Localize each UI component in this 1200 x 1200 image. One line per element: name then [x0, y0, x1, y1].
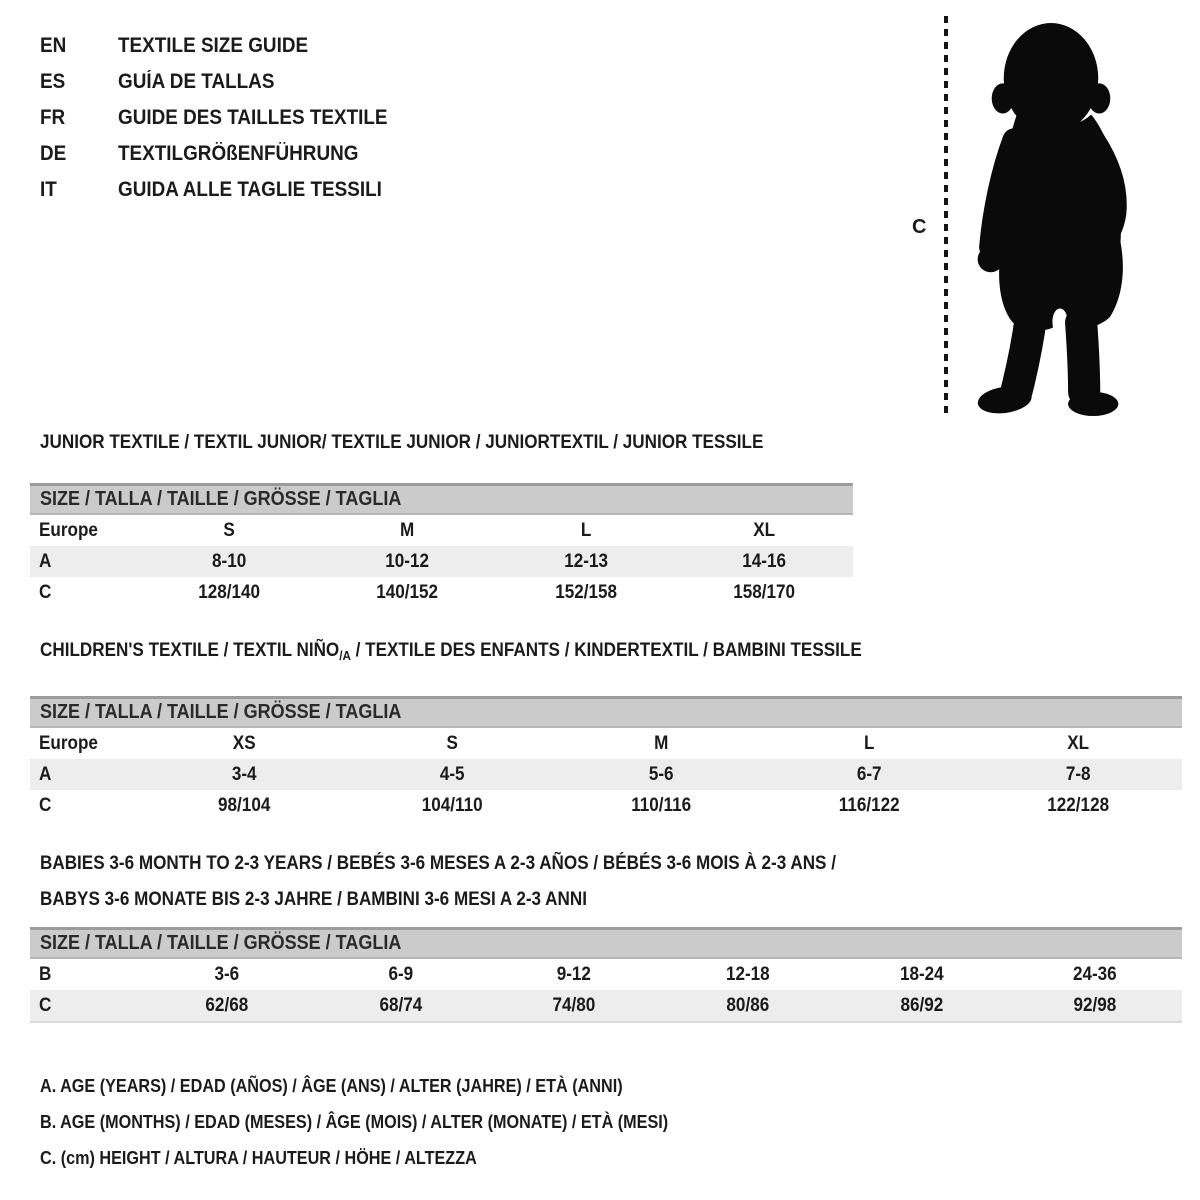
size-header-bar [30, 483, 853, 515]
height-cell: 122/128 [1046, 794, 1109, 816]
toddler-silhouette-image [962, 16, 1144, 418]
lang-code-es: ES [40, 70, 66, 93]
height-cell: 110/116 [631, 794, 691, 816]
size-cell: M [653, 732, 669, 754]
table-row-age-months [30, 959, 1182, 990]
lang-label-en: TEXTILE SIZE GUIDE [118, 34, 309, 57]
age-cell: 3-6 [214, 963, 240, 985]
babies-textile-table [30, 846, 1182, 1023]
height-cell: 98/104 [218, 794, 271, 816]
age-cell: 9-12 [557, 963, 592, 985]
age-cell: 24-36 [1073, 963, 1118, 985]
size-cell: XL [752, 519, 775, 541]
children-textile-table [30, 640, 1182, 821]
footnote-age-years: A. AGE (YEARS) / EDAD (AÑOS) / ÂGE (ANS) / ALTER (JAHRE) / ETÀ (ANNI) [40, 1076, 623, 1096]
height-cell: 158/170 [732, 581, 795, 603]
height-cell: 74/80 [552, 994, 596, 1016]
height-marker-line [944, 16, 948, 416]
age-cell: 6-7 [857, 763, 882, 785]
lang-label-fr: GUIDE DES TAILLES TEXTILE [118, 106, 388, 129]
height-cell: 68/74 [379, 994, 422, 1016]
age-cell: 4-5 [440, 763, 465, 785]
lang-row-fr [40, 100, 417, 136]
table-row-height [30, 990, 1182, 1023]
lang-row-de [40, 136, 417, 172]
lang-label-de: TEXTILGRÖßENFÜHRUNG [118, 142, 359, 165]
age-cell: 3-4 [231, 763, 257, 785]
babies-table-title-line1: BABIES 3-6 MONTH TO 2-3 YEARS / BEBÉS 3-6 MESES A 2-3 AÑOS / BÉBÉS 3-6 MOIS À 2-3 ANS / [40, 853, 836, 874]
size-cell: S [446, 732, 459, 754]
lang-row-es [40, 64, 417, 100]
age-cell: 12-13 [563, 550, 608, 572]
size-cell: M [400, 519, 415, 541]
lang-row-it [40, 172, 417, 208]
age-cell: 18-24 [899, 963, 944, 985]
height-cell: 86/92 [900, 994, 943, 1016]
height-cell: 128/140 [198, 581, 261, 603]
babies-table-title-line2: BABYS 3-6 MONATE BIS 2-3 JAHRE / BAMBINI 3-6 MESI A 2-3 ANNI [40, 889, 587, 910]
size-cell: L [580, 519, 591, 541]
age-cell: 5-6 [648, 763, 674, 785]
lang-row-en [40, 28, 417, 64]
row-label: B [39, 963, 52, 985]
height-cell: 116/122 [838, 794, 900, 816]
size-cell: L [864, 732, 875, 754]
children-table-title: CHILDREN'S TEXTILE / TEXTIL $NIÑO_{/A}$ / TEXTILE DES ENFANTS / KINDERTEXTIL / BAMBINI TESSILE [40, 640, 862, 663]
language-header [40, 28, 417, 208]
table-row-age [30, 759, 1182, 790]
footnotes [40, 1068, 738, 1176]
size-header-bar [30, 696, 1182, 728]
row-label: Europe [39, 519, 98, 541]
height-cell: 80/86 [726, 994, 770, 1016]
lang-code-fr: FR [40, 106, 66, 129]
lang-code-de: DE [40, 142, 67, 165]
height-cell: 92/98 [1073, 994, 1117, 1016]
height-marker-label: C [912, 216, 927, 238]
lang-code-en: EN [40, 34, 67, 57]
size-cell: S [223, 519, 235, 541]
height-cell: 140/152 [376, 581, 439, 603]
nino-a-subscript: /A [339, 648, 351, 663]
table-row-height [30, 577, 853, 608]
junior-textile-table [30, 432, 853, 608]
height-cell: 104/110 [422, 794, 484, 816]
lang-label-it: GUIDA ALLE TAGLIE TESSILI [118, 178, 382, 201]
table-row-europe [30, 728, 1182, 759]
footnote-height-cm: C. (cm) HEIGHT / ALTURA / HAUTEUR / HÖHE / ALTEZZA [40, 1148, 477, 1168]
age-cell: 12-18 [725, 963, 770, 985]
age-cell: 8-10 [212, 550, 247, 572]
row-label: C [39, 994, 52, 1016]
table-row-europe [30, 515, 853, 546]
size-header-label: SIZE / TALLA / TAILLE / GRÖSSE / TAGLIA [40, 488, 402, 510]
size-header-label: SIZE / TALLA / TAILLE / GRÖSSE / TAGLIA [40, 932, 402, 954]
lang-code-it: IT [40, 178, 57, 201]
height-cell: 152/158 [554, 581, 617, 603]
row-label: C [39, 581, 52, 603]
lang-label-es: GUÍA DE TALLAS [118, 70, 275, 93]
size-cell: XS [232, 732, 256, 754]
row-label: Europe [39, 732, 98, 754]
row-label: C [39, 794, 52, 816]
row-label: A [39, 763, 52, 785]
table-row-height [30, 790, 1182, 821]
row-label: A [39, 550, 52, 572]
age-cell: 10-12 [385, 550, 430, 572]
size-header-label: SIZE / TALLA / TAILLE / GRÖSSE / TAGLIA [40, 701, 402, 723]
junior-table-title: JUNIOR TEXTILE / TEXTIL JUNIOR/ TEXTILE JUNIOR / JUNIORTEXTIL / JUNIOR TESSILE [40, 432, 764, 453]
age-cell: 6-9 [388, 963, 413, 985]
height-cell: 62/68 [205, 994, 249, 1016]
size-cell: XL [1066, 732, 1089, 754]
footnote-age-months: B. AGE (MONTHS) / EDAD (MESES) / ÂGE (MOIS) / ALTER (MONATE) / ETÀ (MESI) [40, 1112, 669, 1132]
age-cell: 7-8 [1065, 763, 1091, 785]
age-cell: 14-16 [741, 550, 786, 572]
table-row-age [30, 546, 853, 577]
size-header-bar [30, 927, 1182, 959]
